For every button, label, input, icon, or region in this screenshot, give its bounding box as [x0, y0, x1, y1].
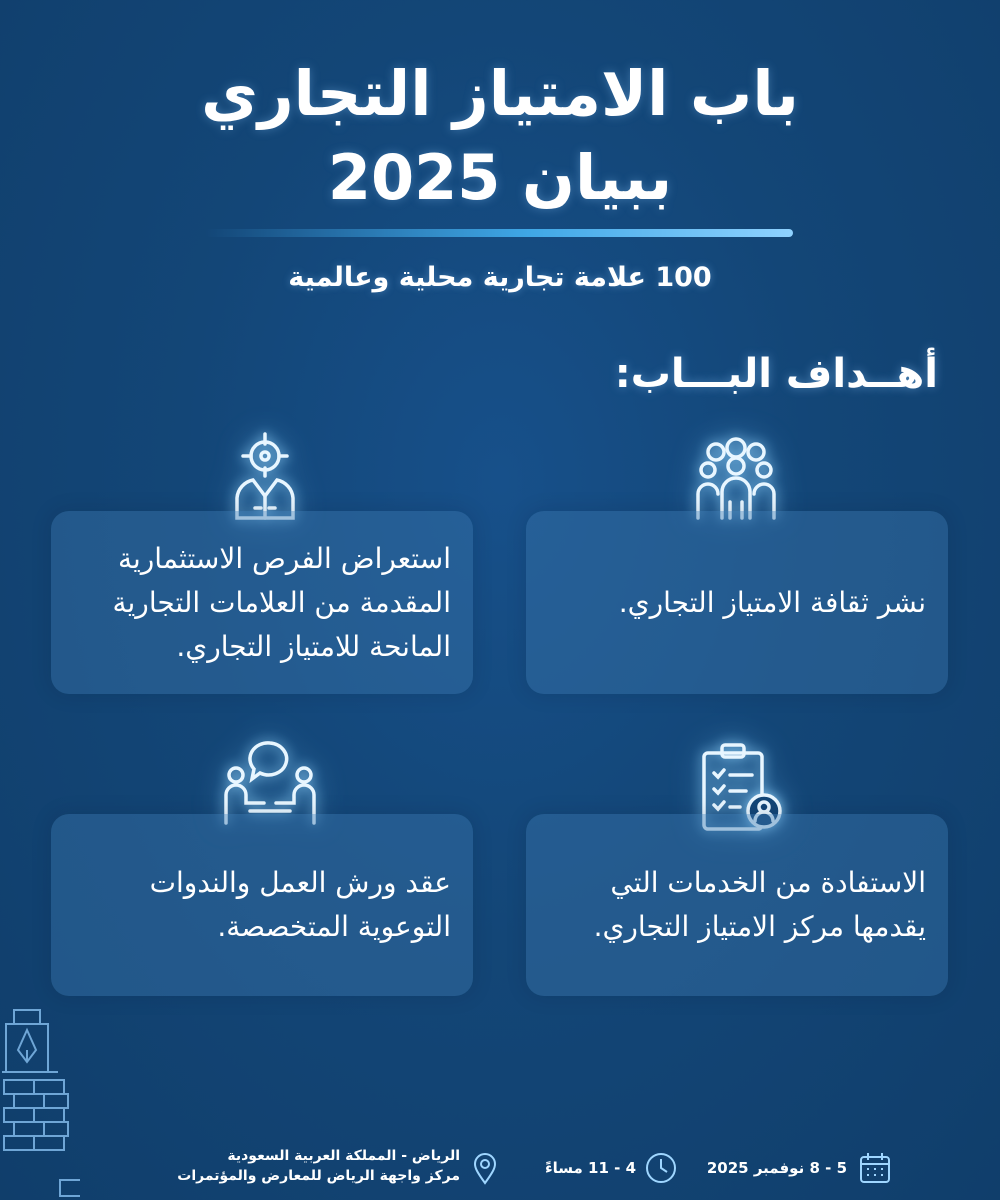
goal-card-services [526, 814, 948, 996]
goal-text-services: الاستفادة من الخدمات التي يقدمها مركز الامتياز التجاري. [593, 866, 926, 943]
goal-text-culture: نشر ثقافة الامتياز التجاري. [618, 585, 926, 619]
goal-card-culture [526, 511, 948, 694]
location-pin-icon [467, 1150, 503, 1186]
location-venue: مركز واجهة الرياض للمعارض والمؤتمرات [177, 1168, 460, 1184]
clock-icon [643, 1150, 679, 1186]
calendar-icon [857, 1150, 893, 1186]
event-time: 4 - 11 مساءً [544, 1159, 636, 1177]
goal-card-opportunities [51, 511, 473, 694]
event-location [177, 1146, 460, 1186]
event-date: 5 - 8 نوفمبر 2025 [706, 1159, 847, 1177]
subtitle: 100 علامة تجارية محلية وعالمية [288, 262, 712, 293]
title-line-1: باب الامتياز التجاري [201, 57, 799, 130]
goals-heading: أهــداف البـــاب: [614, 351, 938, 397]
page-title [0, 52, 1000, 220]
footer [0, 1140, 1000, 1200]
location-city: الرياض - المملكة العربية السعودية [227, 1148, 460, 1164]
title-divider [205, 229, 793, 237]
goal-text-workshops: عقد ورش العمل والندوات التوعوية المتخصصة. [149, 866, 451, 943]
goal-text-opportunities: استعراض الفرص الاستثمارية المقدمة من العلامات التجارية المانحة للامتياز التجاري. [112, 541, 451, 663]
goal-card-workshops [51, 814, 473, 996]
title-line-2: ببيان 2025 [327, 141, 673, 214]
